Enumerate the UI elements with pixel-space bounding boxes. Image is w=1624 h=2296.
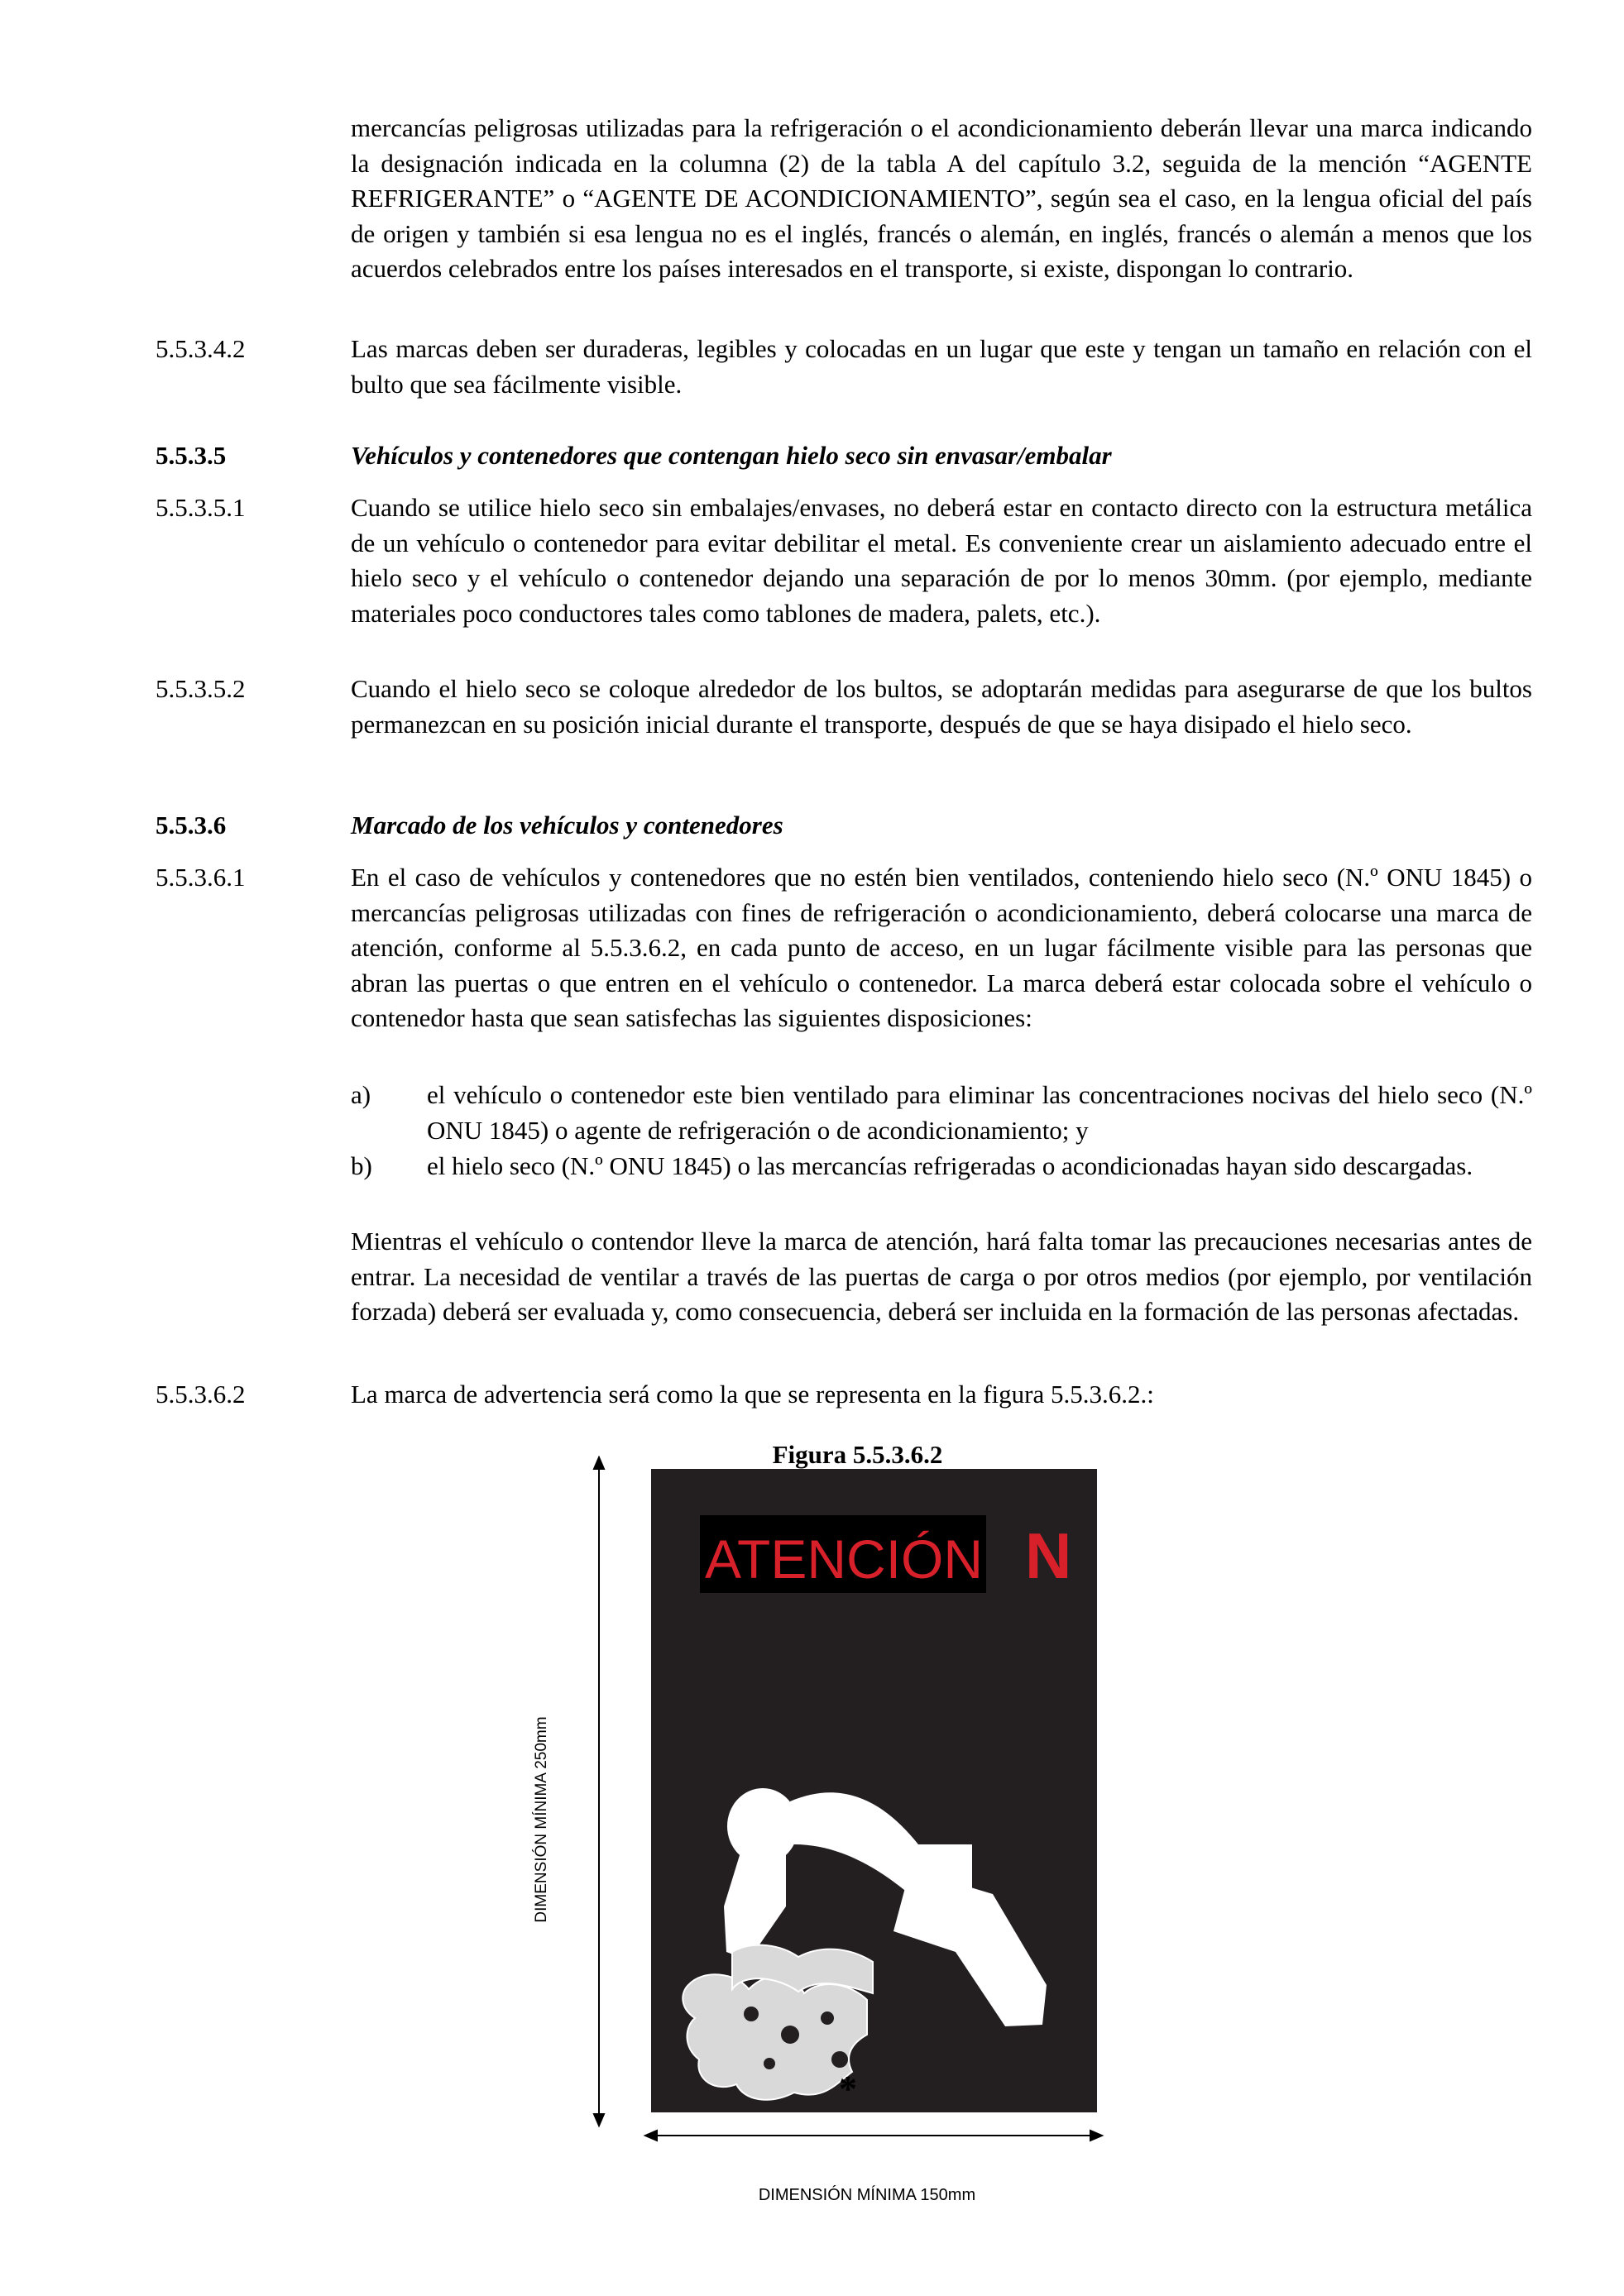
section-number-5-5-3-5-2: 5.5.3.5.2 bbox=[156, 674, 246, 703]
dimension-vertical-label: DIMENSIÓN MÍNIMA 250mm bbox=[533, 1716, 550, 1923]
asterisk-note: * bbox=[839, 2069, 857, 2109]
heading-number-5-5-3-5: 5.5.3.5 bbox=[156, 441, 227, 470]
list-item-a-text: el vehículo o contenedor este bien ventilado para eliminar las concentraciones nocivas del hielo seco (N.º ONU 1845) o agente de refrigeración o de acondicionamiento; y bbox=[427, 1080, 1532, 1145]
section-text-5-5-3-6-2: La marca de advertencia será como la que se representa en la figura 5.5.3.6.2.: bbox=[351, 1380, 1154, 1409]
sign-word-overflow: N bbox=[1025, 1519, 1072, 1592]
list-item-b-text: el hielo seco (N.º ONU 1845) o las mercancías refrigeradas o acondicionadas hayan sido descargadas. bbox=[427, 1151, 1473, 1180]
sign-word: ATENCIÓN bbox=[704, 1528, 984, 1590]
section-text-5-5-3-5-2: Cuando el hielo seco se coloque alrededor de los bultos, se adoptarán medidas para asegurarse de que los bultos permanezcan en su posición inicial durante el transporte, después de que se haya disipado el hielo seco. bbox=[351, 674, 1532, 739]
list-item-b-letter: b) bbox=[351, 1151, 372, 1180]
dimension-horizontal-label: DIMENSIÓN MÍNIMA 150mm bbox=[758, 2186, 976, 2204]
intro-paragraph: mercancías peligrosas utilizadas para la refrigeración o el acondicionamiento deberán llevar una marca indicando la designación indicada en la columna (2) de la tabla A del capítulo 3.2, seguida de la mención “AGENTE REFRIGERANTE” o “AGENTE DE ACONDICIONAMIENTO”, según sea el caso, en la lengua oficial del país de origen y también si esa lengua no es el inglés, francés o alemán, en inglés, francés o alemán a menos que los acuerdos celebrados entre los países interesados en el transporte, si existe, dispongan lo contrario. bbox=[351, 113, 1532, 284]
section-number-5-5-3-6-1: 5.5.3.6.1 bbox=[156, 863, 246, 892]
heading-title-5-5-3-5: Vehículos y contenedores que contengan hielo seco sin envasar/embalar bbox=[351, 441, 1112, 470]
horizontal-dimension-arrow bbox=[645, 2131, 1102, 2141]
section-number-5-5-3-4-2: 5.5.3.4.2 bbox=[156, 334, 246, 363]
warning-mark-figure bbox=[496, 1456, 1125, 2217]
heading-title-5-5-3-6: Marcado de los vehículos y contenedores bbox=[351, 811, 783, 839]
section-text-5-5-3-6-1: En el caso de vehículos y contenedores que no estén bien ventilados, conteniendo hielo seco (N.º ONU 1845) o mercancías peligrosas utilizadas con fines de refrigeración o acondicionamiento, deberá colocarse una marca de atención, conforme al 5.5.3.6.2, en cada punto de acceso, en un lugar fácilmente visible para las personas que abran las puertas o que entren en el vehículo o contenedor. La marca deberá estar colocada sobre el vehículo o contenedor hasta que sean satisfechas las siguientes disposiciones: bbox=[351, 863, 1532, 1033]
section-text-5-5-3-5-1: Cuando se utilice hielo seco sin embalajes/envases, no deberá estar en contacto directo con la estructura metálica de un vehículo o contenedor para evitar debilitar el metal. Es conveniente crear un aislamiento adecuado entre el hielo seco y el vehículo o contenedor dejando una separación de por lo menos 30mm. (por ejemplo, mediante materiales poco conductores tales como tablones de madera, palets, etc.). bbox=[351, 493, 1532, 628]
section-text-5-5-3-4-2: Las marcas deben ser duraderas, legibles y colocadas en un lugar que este y tengan un tamaño en relación con el bulto que sea fácilmente visible. bbox=[351, 334, 1532, 399]
section-number-5-5-3-5-1: 5.5.3.5.1 bbox=[156, 493, 246, 522]
heading-number-5-5-3-6: 5.5.3.6 bbox=[156, 811, 227, 839]
section-number-5-5-3-6-2: 5.5.3.6.2 bbox=[156, 1380, 246, 1409]
figure-caption-text: Figura 5.5.3.6.2 bbox=[772, 1440, 943, 1469]
list-item-a-letter: a) bbox=[351, 1080, 371, 1109]
vertical-dimension-arrow bbox=[594, 1457, 604, 2126]
section-text-5-5-3-6-1-after: Mientras el vehículo o contendor lleve la marca de atención, hará falta tomar las precauciones necesarias antes de entrar. La necesidad de ventilar a través de las puertas de carga o por otros medios (por ejemplo, por ventilación forzada) deberá ser evaluada y, como consecuencia, deberá ser incluida en la formación de las personas afectadas. bbox=[351, 1227, 1532, 1327]
